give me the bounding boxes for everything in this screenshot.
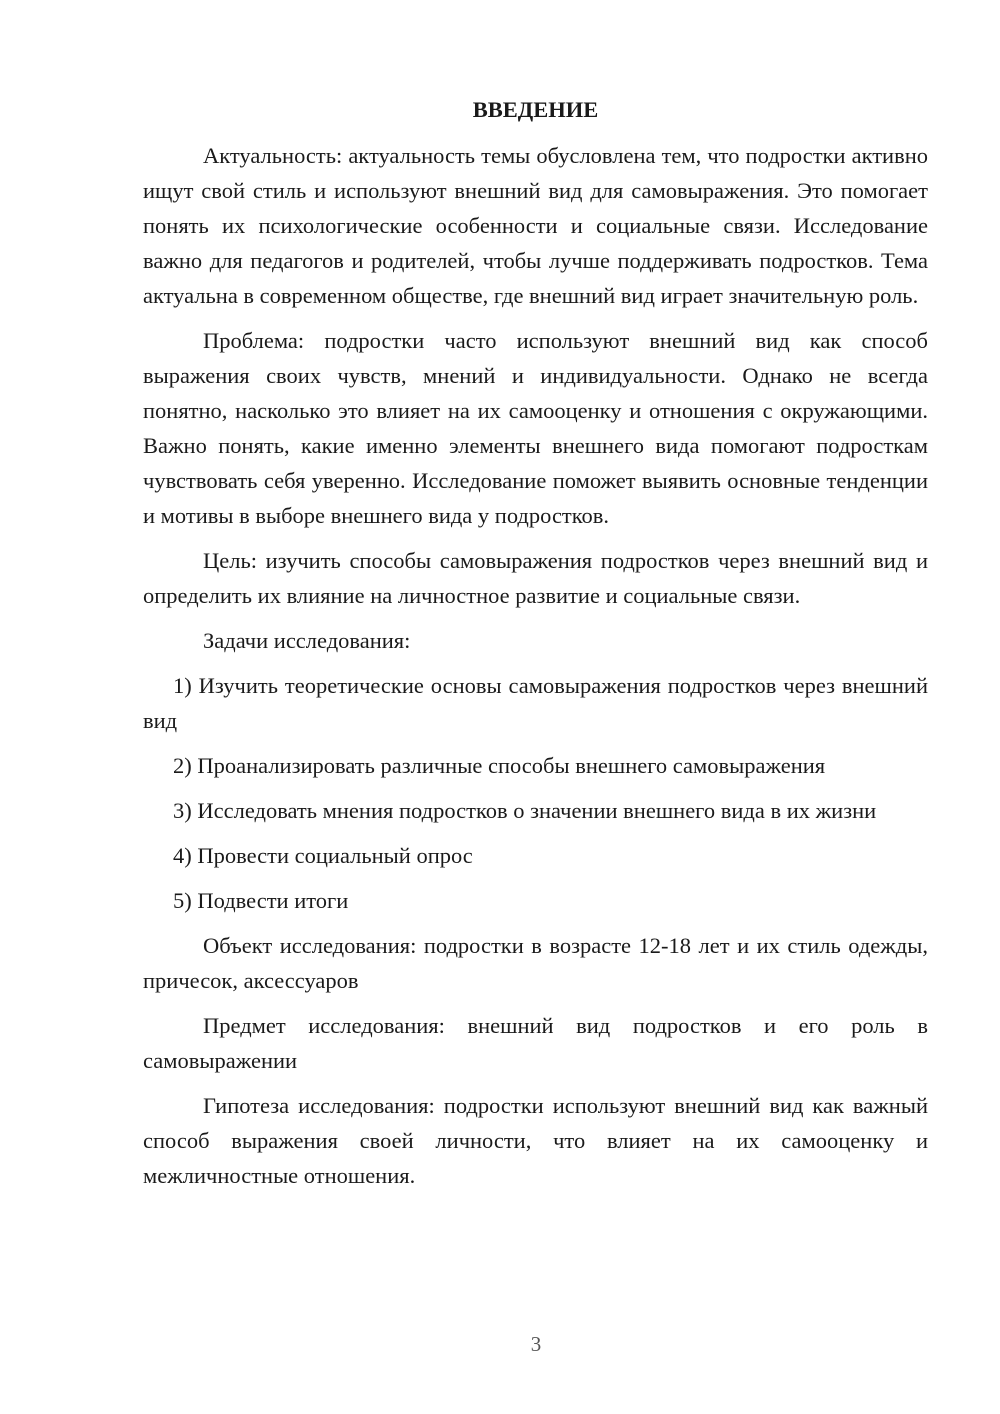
tasks-heading: Задачи исследования: [203, 628, 411, 653]
object-paragraph: Объект исследования: подростки в возрасте 12-18 лет и их стиль одежды, причесок, аксессуаров [143, 933, 928, 993]
task-item: 2) Проанализировать различные способы внешнего самовыражения [173, 753, 826, 778]
hypothesis-paragraph: Гипотеза исследования: подростки используют внешний вид как важный способ выражения своей личности, что влияет на их самооценку и межличностные отношения. [143, 1093, 928, 1188]
problem-paragraph: Проблема: подростки часто используют внешний вид как способ выражения своих чувств, мнений и индивидуальности. Однако не всегда понятно, насколько это влияет на их самооценку и отношения с окружающими. Важно понять, какие именно элементы внешнего вида помогают подросткам чувствовать себя уверенно. Исследование поможет выявить основные тенденции и мотивы в выборе внешнего вида у подростков. [143, 328, 928, 528]
task-item: 3) Исследовать мнения подростков о значении внешнего вида в их жизни [173, 798, 877, 823]
subject-paragraph: Предмет исследования: внешний вид подростков и его роль в самовыражении [143, 1013, 928, 1073]
task-item: 5) Подвести итоги [173, 888, 349, 913]
document-page [143, 92, 928, 1203]
task-item: 1) Изучить теоретические основы самовыражения подростков через внешний вид [143, 673, 928, 733]
page-number: 3 [530, 1332, 542, 1356]
goal-paragraph: Цель: изучить способы самовыражения подростков через внешний вид и определить их влияние на личностное развитие и социальные связи. [143, 548, 928, 608]
task-item: 4) Провести социальный опрос [173, 843, 473, 868]
relevance-paragraph: Актуальность: актуальность темы обусловлена тем, что подростки активно ищут свой стиль и используют внешний вид для самовыражения. Это помогает понять их психологические особенности и социальные связи. Исследование важно для педагогов и родителей, чтобы лучше поддерживать подростков. Тема актуальна в современном обществе, где внешний вид играет значительную роль. [143, 143, 928, 308]
section-title: ВВЕДЕНИЕ [472, 97, 599, 122]
